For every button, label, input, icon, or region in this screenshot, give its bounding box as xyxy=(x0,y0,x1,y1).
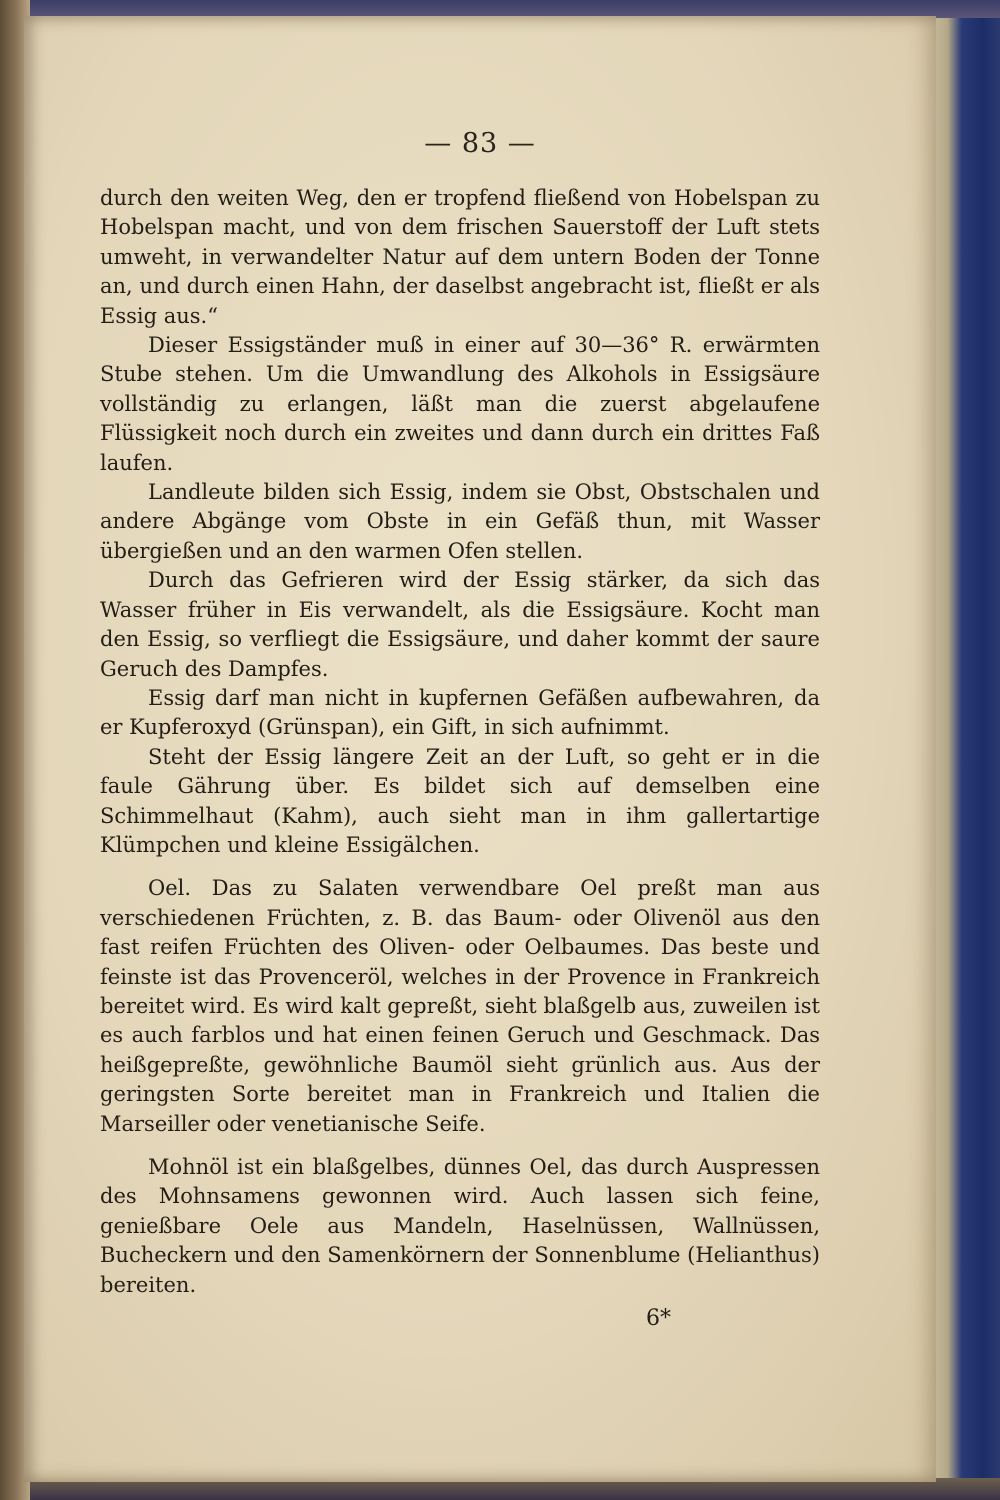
page-number: — 83 — xyxy=(424,128,536,159)
paragraph: Dieser Essigständer muß in einer auf 30—36° R. erwärmten Stube stehen. Um die Umwandlung des Alkohols in Essigsäure vollständig zu erlangen, läßt man die zuerst abgelaufene Flüssigkeit noch durch ein zweites und dann durch ein drittes Faß laufen. xyxy=(100,333,820,475)
paragraph: Durch das Gefrieren wird der Essig stärker, da sich das Wasser früher in Eis verwandelt, als die Essigsäure. Kocht man den Essig, so verfliegt die Essigsäure, und daher kommt der saure Geruch des Dampfes. xyxy=(100,568,820,681)
paragraph-oel: Oel. Das zu Salaten verwendbare Oel preßt man aus verschiedenen Früchten, z. B. das Baum- oder Olivenöl aus den fast reifen Früchten des Oliven- oder Oelbaumes. Das beste und feinste ist das Provenceröl, welches in der Provence in Frankreich bereitet wird. Es wird kalt gepreßt, sieht blaßgelb aus, zuweilen ist es auch farblos und hat einen feinen Geruch und Geschmack. Das heißgepreßte, gewöhnliche Baumöl sieht grünlich aus. Aus der geringsten Sorte bereitet man in Frankreich und Italien die Marseiller oder venetianische Seife. xyxy=(100,876,820,1136)
signature-mark: 6* xyxy=(646,1306,671,1331)
page-body xyxy=(100,184,820,1300)
paragraph: Steht der Essig längere Zeit an der Luft, so geht er in die faule Gährung über. Es bildet sich auf demselben eine Schimmelhaut (Kahm), auch sieht man in ihm gallertartige Klümpchen und kleine Essigälchen. xyxy=(100,744,820,857)
paragraph: Landleute bilden sich Essig, indem sie Obst, Obstschalen und andere Abgänge vom Obste in ein Gefäß thun, mit Wasser übergießen und an den warmen Ofen stellen. xyxy=(100,480,820,563)
book-cover-edge xyxy=(930,0,1000,1500)
paragraph: durch den weiten Weg, den er tropfend fließend von Hobelspan zu Hobelspan macht, und von dem frischen Sauerstoff der Luft stets umweht, in verwandelter Natur auf dem untern Boden der Tonne an, und durch einen Hahn, der daselbst angebracht ist, fließt er als Essig aus.“ xyxy=(100,186,820,328)
paragraph-mohnoel: Mohnöl ist ein blaßgelbes, dünnes Oel, das durch Auspressen des Mohnsamens gewonnen wird. Auch lassen sich feine, genießbare Oele aus Mandeln, Haselnüssen, Wallnüssen, Bucheckern und den Samenkörnern der Sonnenblume (Helianthus) bereiten. xyxy=(100,1155,820,1297)
paragraph: Essig darf man nicht in kupfernen Gefäßen aufbewahren, da er Kupferoxyd (Grünspan), ein Gift, in sich aufnimmt. xyxy=(100,685,820,740)
